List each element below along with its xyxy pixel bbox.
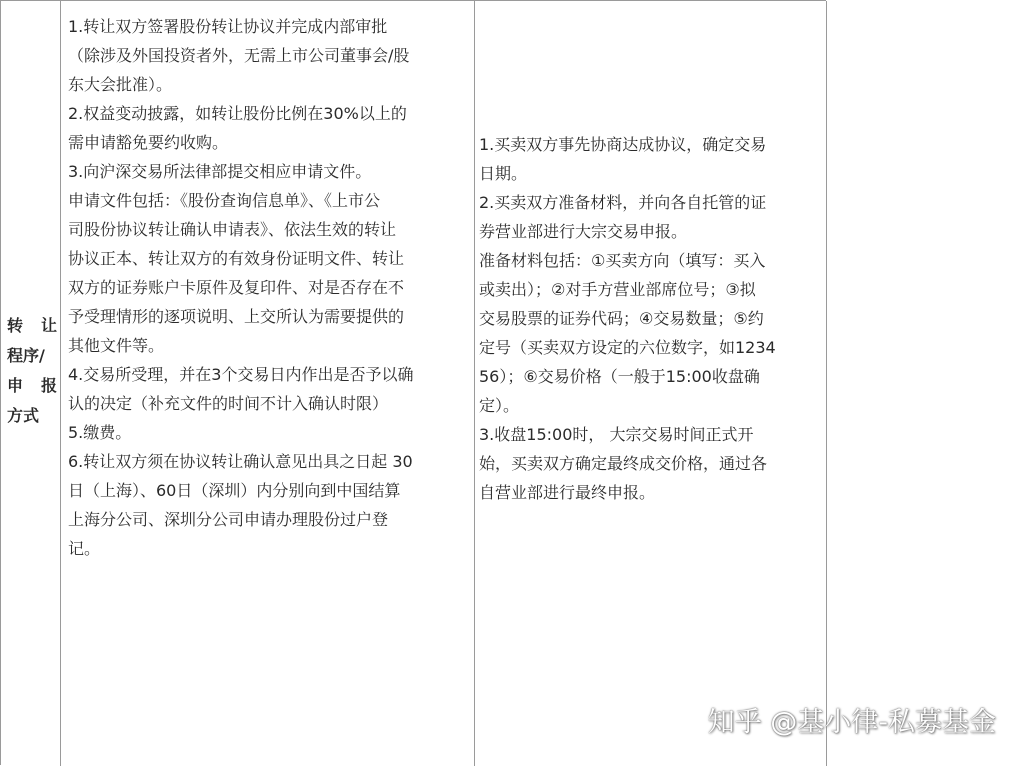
text-line: 或卖出）；②对手方营业部席位号；③拟	[479, 280, 756, 299]
text-line: 定）。	[479, 396, 520, 415]
text-line: 日期。	[479, 164, 528, 183]
text-line: 2.权益变动披露，如转让股份比例在30%以上的	[68, 104, 407, 123]
text-line: 4.交易所受理，并在3个交易日内作出是否予以确	[68, 365, 414, 384]
text-line: 司股份协议转让确认申请表》、依法生效的转让	[68, 220, 397, 239]
text-line: 6.转让双方须在协议转让确认意见出具之日起 30	[68, 452, 413, 471]
zhihu-watermark: 知乎 @基小律-私募基金	[707, 707, 996, 738]
text-line: 上海分公司、深圳分公司申请办理股份过户登	[68, 510, 389, 529]
agreement-transfer-cell	[61, 1, 475, 766]
text-line: 交易股票的证券代码；④交易数量；⑤约	[479, 309, 764, 328]
header-line: 申 报	[7, 376, 57, 395]
header-cell-text	[7, 311, 57, 431]
text-line: 1.买卖双方事先协商达成协议，确定交易	[479, 135, 767, 154]
text-line: 予受理情形的逐项说明、上交所认为需要提供的	[68, 307, 405, 326]
text-line: （除涉及外国投资者外，无需上市公司董事会/股	[68, 46, 410, 65]
text-line: 5.缴费。	[68, 423, 132, 442]
text-line: 始，买卖双方确定最终成交价格，通过各	[479, 454, 768, 473]
text-line: 自营业部进行最终申报。	[479, 483, 656, 502]
text-line: 56）；⑥交易价格（一般于15:00收盘确	[479, 367, 760, 386]
text-line: 申请文件包括：《股份查询信息单》、《上市公	[68, 191, 381, 210]
text-line: 3.向沪深交易所法律部提交相应申请文件。	[68, 162, 372, 181]
text-line: 3.收盘15:00时， 大宗交易时间正式开	[479, 425, 754, 444]
agreement-transfer-text	[68, 12, 413, 563]
text-line: 其他文件等。	[68, 336, 165, 355]
text-line: 券营业部进行大宗交易申报。	[479, 222, 688, 241]
text-line: 2.买卖双方准备材料，并向各自托管的证	[479, 193, 767, 212]
block-trade-cell	[475, 1, 827, 766]
header-line: 方式	[7, 406, 40, 425]
text-line: 认的决定（补充文件的时间不计入确认时限）	[68, 394, 389, 413]
text-line: 日（上海）、60日（深圳）内分别向到中国结算	[68, 481, 401, 500]
header-cell	[1, 1, 61, 766]
text-line: 东大会批准）。	[68, 75, 173, 94]
text-line: 双方的证券账户卡原件及复印件、对是否存在不	[68, 278, 405, 297]
header-line: 转 让	[7, 316, 57, 335]
text-line: 准备材料包括：①买卖方向（填写：买入	[479, 251, 766, 270]
text-line: 需申请豁免要约收购。	[68, 133, 229, 152]
text-line: 协议正本、转让双方的有效身份证明文件、转让	[68, 249, 405, 268]
text-line: 定号（买卖双方设定的六位数字，如1234	[479, 338, 776, 357]
header-line: 程序/	[7, 346, 45, 365]
block-trade-text	[479, 130, 776, 507]
text-line: 记。	[68, 539, 101, 558]
text-line: 1.转让双方签署股份转让协议并完成内部审批	[68, 17, 388, 36]
